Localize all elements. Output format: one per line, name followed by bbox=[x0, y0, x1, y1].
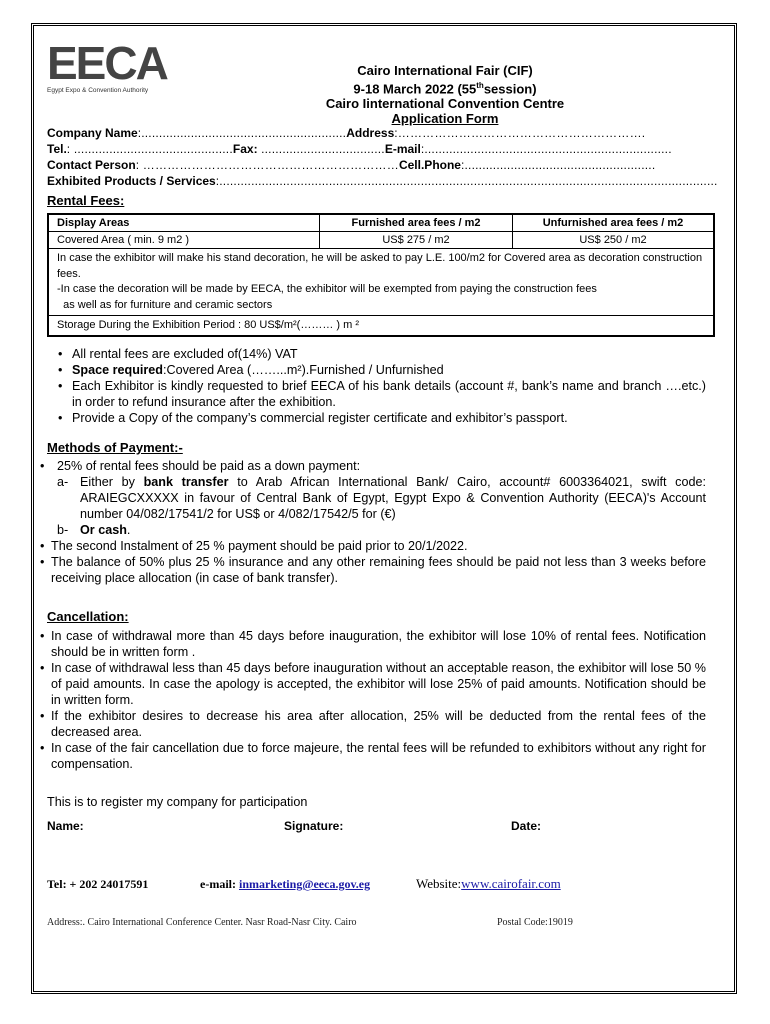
logo-subtitle: Egypt Expo & Convention Authority bbox=[47, 87, 149, 94]
footer-postal-code: Postal Code:19019 bbox=[497, 917, 573, 928]
products-field[interactable]: :............................................................................................................................................. bbox=[215, 174, 718, 188]
table-row bbox=[48, 316, 714, 337]
cell-phone-label: Cell.Phone bbox=[398, 158, 461, 172]
rental-fees-table bbox=[47, 213, 715, 337]
cell-phone-field[interactable]: :...................................................... bbox=[460, 158, 656, 172]
name-label[interactable]: Name: bbox=[47, 819, 84, 833]
fax-field[interactable]: ................................... bbox=[257, 142, 385, 156]
address-field[interactable]: :……………………………………………………. bbox=[394, 126, 646, 140]
fair-dates: 9-18 March 2022 (55thsession) bbox=[353, 81, 537, 97]
tel-label: Tel. bbox=[47, 142, 67, 156]
col-display-areas: Display Areas bbox=[48, 214, 320, 232]
register-statement: This is to register my company for participation bbox=[47, 795, 308, 809]
form-title-block bbox=[300, 63, 590, 126]
contact-person-field[interactable]: : ……………………………………………………… bbox=[135, 158, 399, 172]
payment-heading: Methods of Payment:- bbox=[47, 440, 183, 455]
footer-tel: Tel: + 202 24017591 bbox=[47, 877, 149, 891]
payment-option-a: a- Either by bank transfer to Arab African International Bank/ Cairo, account# 6003364021, swift code: ARAIEGCXXXXX in favour of Central Bank of Egypt, Egypt Expo & Convention Authority (EECA)'s Account number 04/082/17541/2 for US$ or 4/082/17542/5 for (€) bbox=[57, 475, 706, 521]
list-item: • In case of withdrawal less than 45 days before inauguration without an acceptable reason, the exhibitor will lose 50 % of paid amounts. In case the apology is accepted, the exhibitor will lose 25% of paid amounts. Notification should be in written form. bbox=[40, 660, 706, 708]
table-row bbox=[48, 249, 714, 316]
website-link[interactable]: www.cairofair.com bbox=[461, 876, 561, 891]
list-item: • All rental fees are excluded of(14%) VAT bbox=[58, 346, 706, 362]
company-name-label: Company Name bbox=[47, 126, 138, 140]
tel-field[interactable]: : ............................................. bbox=[66, 142, 233, 156]
company-name-field[interactable]: :.......................................................... bbox=[137, 126, 347, 140]
list-item: • 25% of rental fees should be paid as a down payment: bbox=[40, 458, 706, 474]
signature-label[interactable]: Signature: bbox=[284, 819, 344, 833]
email-field[interactable]: :...................................................................... bbox=[420, 142, 672, 156]
contact-cell-row bbox=[47, 158, 655, 173]
list-item: • In case of withdrawal more than 45 days before inauguration, the exhibitor will lose 10% of rental fees. Notification should be in written form . bbox=[40, 628, 706, 660]
payment-list bbox=[40, 458, 706, 586]
col-furnished: Furnished area fees / m2 bbox=[320, 214, 513, 232]
products-label: Exhibited Products / Services bbox=[47, 174, 216, 188]
venue-name: Cairo Iinternational Convention Centre bbox=[325, 96, 565, 112]
footer-website: Website:www.cairofair.com bbox=[416, 876, 561, 891]
table-row bbox=[48, 232, 714, 249]
rental-conditions-list bbox=[58, 346, 706, 426]
form-title: Application Form bbox=[391, 111, 499, 127]
eeca-logo bbox=[47, 37, 167, 94]
list-item: • In case of the fair cancellation due to force majeure, the rental fees will be refunded to exhibitors without any right for compensation. bbox=[40, 740, 706, 772]
fax-label: Fax: bbox=[232, 142, 258, 156]
list-item: • If the exhibitor desires to decrease his area after allocation, 25% will be deducted from the rental fees of the decreased area. bbox=[40, 708, 706, 740]
list-item: • Provide a Copy of the company’s commercial register certificate and exhibitor’s passport. bbox=[58, 410, 706, 426]
storage-row: Storage During the Exhibition Period : 80 US$/m²(……… ) m ² bbox=[48, 316, 714, 337]
cell-unfurnished-fee: US$ 250 / m2 bbox=[513, 232, 715, 249]
email-label: E-mail bbox=[384, 142, 421, 156]
logo-mark: EECA bbox=[47, 37, 167, 89]
cancellation-list bbox=[40, 628, 706, 772]
products-row bbox=[47, 174, 718, 189]
table-header-row bbox=[48, 214, 714, 232]
company-address-row bbox=[47, 126, 645, 141]
address-label: Address bbox=[346, 126, 395, 140]
fair-name: Cairo International Fair (CIF) bbox=[357, 63, 533, 78]
cancellation-heading: Cancellation: bbox=[47, 609, 129, 624]
tel-fax-email-row bbox=[47, 142, 672, 157]
footer-email: e-mail: inmarketing@eeca.gov.eg bbox=[200, 877, 371, 891]
rental-fees-heading: Rental Fees: bbox=[47, 193, 125, 208]
contact-person-label: Contact Person bbox=[47, 158, 136, 172]
date-label[interactable]: Date: bbox=[511, 819, 542, 833]
cell-furnished-fee: US$ 275 / m2 bbox=[320, 232, 513, 249]
list-item: • Each Exhibitor is kindly requested to brief EECA of his bank details (account #, bank’s name and branch ….etc.) in order to refund insurance after the exhibition. bbox=[58, 378, 706, 410]
list-item: • Space required:Covered Area (……...m²).Furnished / Unfurnished bbox=[58, 362, 706, 378]
footer-address: Address:. Cairo International Conference Center. Nasr Road-Nasr City. Cairo bbox=[47, 917, 357, 928]
list-item: • The second Instalment of 25 % payment should be paid prior to 20/1/2022. bbox=[40, 538, 706, 554]
list-item: • The balance of 50% plus 25 % insurance and any other remaining fees should be paid not less than 3 weeks before receiving place allocation (in case of bank transfer). bbox=[40, 554, 706, 586]
email-link[interactable]: inmarketing@eeca.gov.eg bbox=[238, 877, 371, 891]
col-unfurnished: Unfurnished area fees / m2 bbox=[513, 214, 715, 232]
cell-covered-area: Covered Area ( min. 9 m2 ) bbox=[48, 232, 320, 249]
decoration-notes: In case the exhibitor will make his stand decoration, he will be asked to pay L.E. 100/m2 for Covered area as decoration construction fees. -In case the decoration will be made by EECA, the exhibitor will be exempted from paying the construction fees as well as for furniture and ceramic sectors bbox=[48, 249, 714, 316]
payment-option-b: b- Or cash. bbox=[57, 523, 131, 537]
